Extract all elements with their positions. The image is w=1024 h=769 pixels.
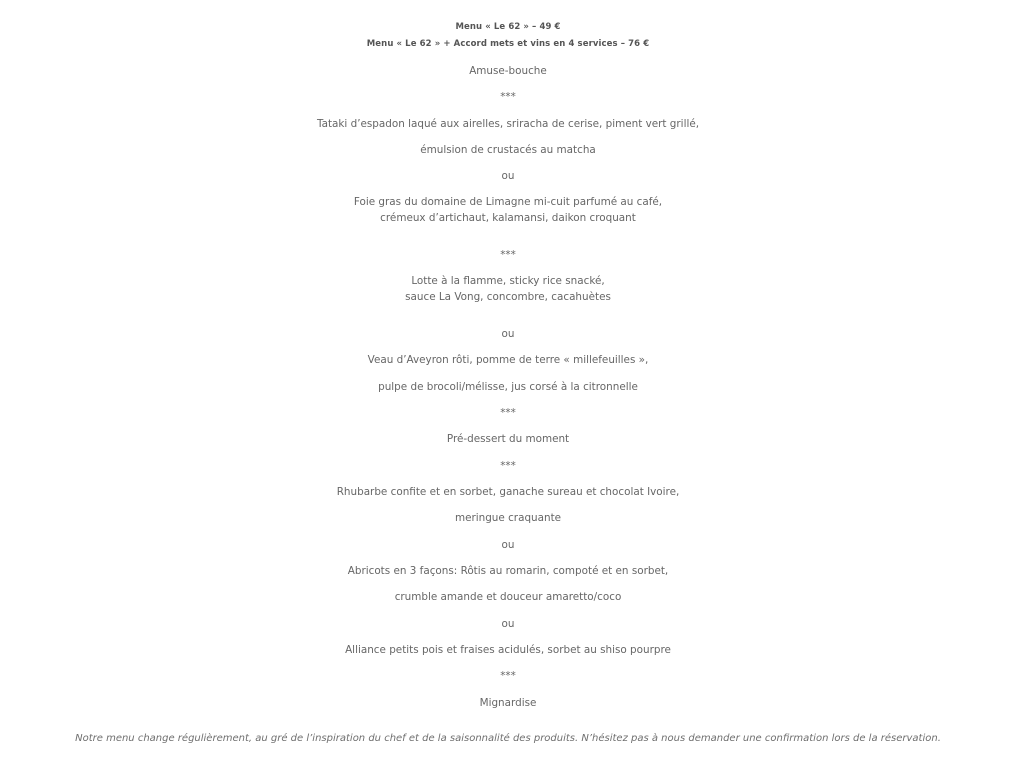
footer-note: Notre menu change régulièrement, au gré de l’inspiration du chef et de la saisonnalité des produits. N’hésitez pas à nous demander une confirmation lors de la réservation.: [75, 733, 941, 744]
main-1-line-2: sauce La Vong, concombre, cacahuètes: [405, 291, 611, 303]
separator: ***: [500, 91, 516, 103]
separator: ***: [500, 249, 516, 261]
starter-2-line-2: crémeux d’artichaut, kalamansi, daikon croquant: [380, 212, 636, 224]
or-text: ou: [501, 170, 515, 182]
menu-title-wine-pairing: Menu « Le 62 » + Accord mets et vins en 4 services – 76 €: [366, 39, 650, 49]
dessert-2-line-2: crumble amande et douceur amaretto/coco: [394, 591, 622, 603]
pre-dessert: Pré-dessert du moment: [446, 433, 570, 445]
mignardise: Mignardise: [479, 697, 537, 709]
amuse-bouche: Amuse-bouche: [469, 65, 547, 77]
main-2-line-2: pulpe de brocoli/mélisse, jus corsé à la citronnelle: [378, 381, 638, 393]
menu-title-price: Menu « Le 62 » – 49 €: [455, 22, 561, 32]
or-text: ou: [501, 618, 515, 630]
main-1-line-1: Lotte à la flamme, sticky rice snacké,: [411, 275, 605, 287]
separator: ***: [500, 460, 516, 472]
or-text: ou: [501, 539, 515, 551]
main-2-line-1: Veau d’Aveyron rôti, pomme de terre « millefeuilles »,: [367, 354, 649, 366]
or-text: ou: [501, 328, 515, 340]
dessert-3-line-1: Alliance petits pois et fraises acidulés, sorbet au shiso pourpre: [345, 644, 671, 656]
dessert-2-line-1: Abricots en 3 façons: Rôtis au romarin, compoté et en sorbet,: [347, 565, 669, 577]
dessert-1-line-2: meringue craquante: [454, 512, 562, 524]
separator: ***: [500, 670, 516, 682]
starter-1-line-2: émulsion de crustacés au matcha: [420, 144, 596, 156]
starter-1-line-1: Tataki d’espadon laqué aux airelles, sriracha de cerise, piment vert grillé,: [316, 118, 700, 130]
separator: ***: [500, 407, 516, 419]
starter-2-line-1: Foie gras du domaine de Limagne mi-cuit parfumé au café,: [353, 196, 663, 208]
dessert-1-line-1: Rhubarbe confite et en sorbet, ganache sureau et chocolat Ivoire,: [336, 486, 680, 498]
